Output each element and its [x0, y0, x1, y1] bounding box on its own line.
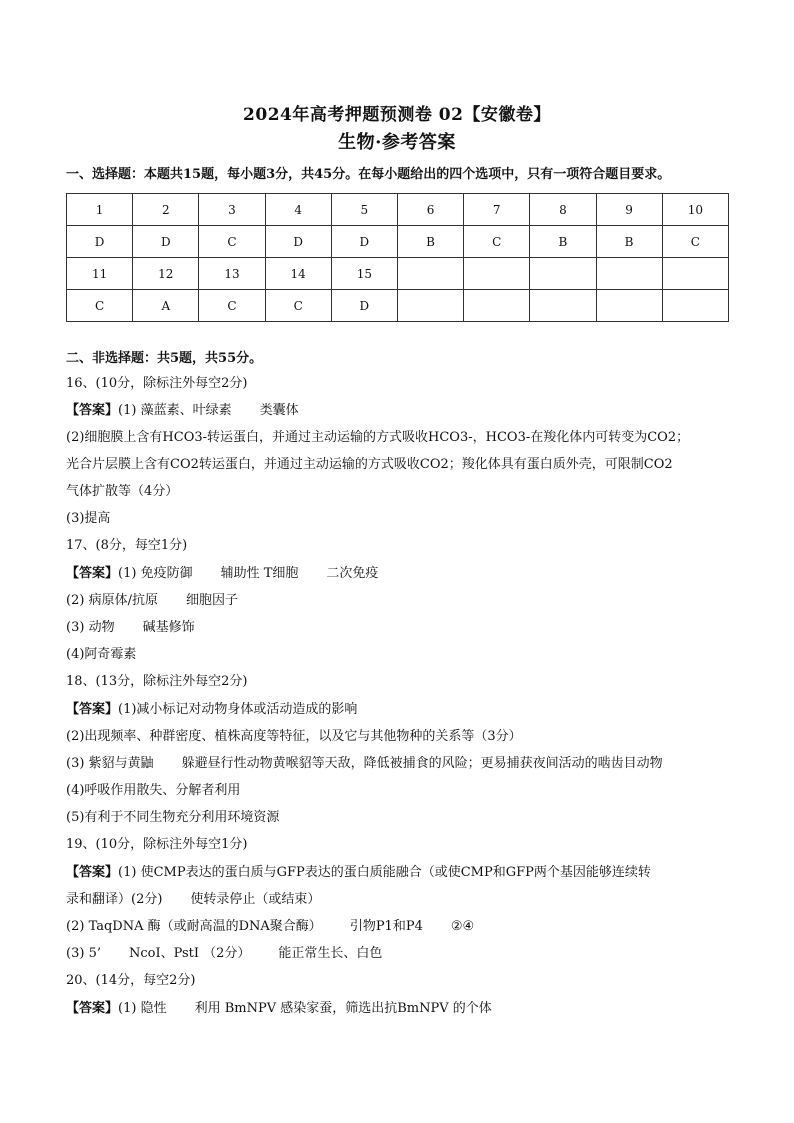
part-number: (2) [66, 593, 85, 608]
answer-part: (1)减小标记对动物身体或活动造成的影响 [118, 702, 358, 717]
table-cell: B [596, 226, 662, 258]
part-number: (1) [118, 1001, 137, 1016]
q16-answer-1 [66, 402, 299, 420]
q20-heading: 20、(14分，每空2分) [66, 973, 196, 988]
table-cell: B [530, 226, 596, 258]
q18-answer-2: (2)出现频率、种群密度、植株高度等特征，以及它与其他物种的关系等（3分） [66, 729, 522, 744]
table-cell: C [464, 226, 530, 258]
table-cell: D [331, 290, 397, 322]
answer-part: 能正常生长、白色 [278, 946, 383, 961]
answer-part: TaqDNA 酶（或耐高温的DNA聚合酶） [88, 919, 322, 934]
q16-answer-2-line-1: (2)细胞膜上含有HCO3-转运蛋白，并通过主动运输的方式吸收HCO3-，HCO3-在羧化体内可转变为CO2； [66, 430, 690, 445]
page-subtitle: 生物·参考答案 [338, 132, 456, 153]
table-row [67, 258, 729, 290]
table-cell: D [133, 226, 199, 258]
table-cell: 12 [133, 258, 199, 290]
table-row [67, 290, 729, 322]
answer-tag: 【答案】 [66, 865, 119, 880]
q16-answer-2-line-3: 气体扩散等（4分） [66, 484, 179, 499]
q17-answer-1 [66, 565, 378, 583]
table-cell: 10 [662, 194, 728, 226]
q17-answer-4: (4)阿奇霉素 [66, 647, 137, 662]
answer-part: 5’ [88, 946, 101, 961]
section-1-heading: 一、选择题：本题共15题，每小题3分，共45分。在每小题给出的四个选项中，只有一项符合题目要求。 [66, 167, 671, 182]
table-cell: C [265, 290, 331, 322]
table-cell [464, 258, 530, 290]
table-cell [662, 258, 728, 290]
answer-part: 动物 [88, 620, 115, 635]
answer-part: 录和翻译）(2分) [66, 892, 163, 907]
table-cell [530, 290, 596, 322]
table-cell: 13 [199, 258, 265, 290]
table-row [67, 226, 729, 258]
part-number: (1) [118, 403, 137, 418]
answer-part: 细胞因子 [185, 593, 238, 608]
table-cell: D [331, 226, 397, 258]
part-number: (3) [66, 620, 85, 635]
q18-answer-1 [66, 701, 357, 719]
page-title: 2024年高考押题预测卷 02【安徽卷】 [243, 105, 551, 125]
q16-answer-2-line-2: 光合片层膜上含有CO2转运蛋白，并通过主动运输的方式吸收CO2；羧化体具有蛋白质外壳，可限制CO2 [66, 457, 673, 472]
table-cell: C [199, 226, 265, 258]
q16-heading: 16、(10分，除标注外每空2分) [66, 376, 248, 391]
table-cell [397, 258, 463, 290]
answer-part: 碱基修饰 [142, 620, 195, 635]
answer-part: 藻蓝素、叶绿素 [140, 403, 232, 418]
section-2-heading: 二、非选择题：共5题，共55分。 [66, 351, 263, 366]
answer-part: 躲避昼行性动物黄喉貂等天敌，降低被捕食的风险；更易捕获夜间活动的啮齿目动物 [181, 756, 663, 771]
table-cell: A [133, 290, 199, 322]
q19-answer-2 [66, 918, 474, 936]
answer-part: 紫貂与黄鼬 [88, 756, 154, 771]
answer-tag: 【答案】 [66, 702, 119, 717]
answer-part: 二次免疫 [326, 566, 379, 581]
table-cell: 14 [265, 258, 331, 290]
table-cell: 15 [331, 258, 397, 290]
table-cell: 9 [596, 194, 662, 226]
answer-part: 利用 BmNPV 感染家蚕，筛选出抗BmNPV 的个体 [194, 1001, 492, 1016]
table-cell: D [67, 226, 133, 258]
table-cell [464, 290, 530, 322]
q17-answer-3 [66, 619, 195, 637]
answer-part: NcoI、PstI （2分） [128, 946, 251, 961]
q19-answer-1-line-1 [66, 864, 651, 882]
q18-answer-5: (5)有利于不同生物充分利用环境资源 [66, 810, 280, 825]
table-cell: C [67, 290, 133, 322]
table-cell: 2 [133, 194, 199, 226]
table-cell [596, 290, 662, 322]
table-cell [662, 290, 728, 322]
table-cell: 3 [199, 194, 265, 226]
q19-answer-1-line-2 [66, 891, 320, 909]
table-cell [397, 290, 463, 322]
table-cell [596, 258, 662, 290]
q20-answer-1 [66, 1000, 492, 1018]
q19-answer-3 [66, 945, 382, 963]
table-cell: 8 [530, 194, 596, 226]
table-cell [530, 258, 596, 290]
q18-answer-3 [66, 755, 663, 773]
answer-part: 辅助性 T细胞 [220, 566, 299, 581]
answer-part: 隐性 [140, 1001, 167, 1016]
table-cell: 1 [67, 194, 133, 226]
answer-part: 类囊体 [259, 403, 299, 418]
part-number: (2) [66, 919, 85, 934]
table-cell: 6 [397, 194, 463, 226]
table-cell: B [397, 226, 463, 258]
q18-heading: 18、(13分，除标注外每空2分) [66, 674, 248, 689]
q19-heading: 19、(10分，除标注外每空1分) [66, 837, 248, 852]
answer-part: 使转录停止（或结束） [190, 892, 321, 907]
q18-answer-4: (4)呼吸作用散失、分解者利用 [66, 783, 241, 798]
part-number: (3) [66, 946, 85, 961]
answer-part: 使CMP表达的蛋白质与GFP表达的蛋白质能融合（或使CMP和GFP两个基因能够连续转 [140, 865, 651, 880]
table-row [67, 194, 729, 226]
part-number: (3) [66, 756, 85, 771]
q17-answer-2 [66, 592, 238, 610]
table-cell: C [199, 290, 265, 322]
answer-part: 引物P1和P4 [349, 919, 423, 934]
answer-tag: 【答案】 [66, 403, 119, 418]
answer-part: 病原体/抗原 [88, 593, 158, 608]
answer-tag: 【答案】 [66, 566, 119, 581]
q16-answer-3: (3)提高 [66, 511, 111, 526]
table-cell: C [662, 226, 728, 258]
table-cell: 5 [331, 194, 397, 226]
table-cell: 7 [464, 194, 530, 226]
part-number: (1) [118, 566, 137, 581]
answer-part: 免疫防御 [140, 566, 193, 581]
part-number: (1) [118, 865, 137, 880]
answer-tag: 【答案】 [66, 1001, 119, 1016]
table-cell: D [265, 226, 331, 258]
answer-part: ②④ [450, 919, 475, 934]
q17-heading: 17、(8分，每空1分) [66, 538, 188, 553]
choice-answer-table [66, 193, 729, 322]
table-cell: 4 [265, 194, 331, 226]
table-cell: 11 [67, 258, 133, 290]
